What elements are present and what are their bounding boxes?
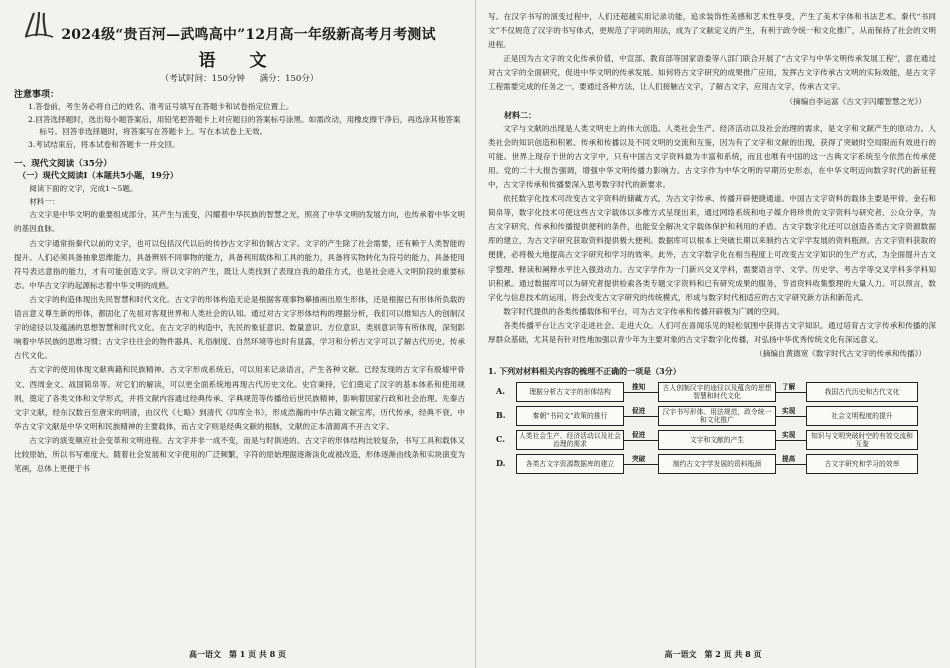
flow-label: 了解 — [782, 383, 796, 392]
flow-label: 促进 — [632, 407, 646, 416]
flow-box: 文字和文献的产生 — [658, 430, 776, 450]
option-row — [488, 429, 936, 451]
flow-arrow — [624, 416, 658, 417]
reading-instruction: 阅读下面的文字，完成1～5题。 — [29, 184, 138, 194]
flow-arrow — [776, 464, 806, 465]
paragraph: 古文字是中华文明的重要组成部分，其产生与流变，闪耀着中华民族的智慧之光，照亮了中华文明的发展方向，也传承着中华文明的基因血脉。 — [14, 210, 465, 234]
flow-box: 古文字研究和学习的效率 — [806, 454, 918, 474]
flow-box: 理据分析古文字的形体结构 — [516, 382, 624, 402]
paragraph: 古文字的使用体现文献典籍和民族精神。古文字形成系统后，可以用来记录语言，产生各种文献。已经发现的古文字有殷墟甲骨文、西周金文、战国简帛等。对它们的解读，可以更全面系统地再现古代历史文化。史官秉持，它们奠定了汉字的基本体系和使用规则，奠定了各类文体和文学形式，并将文献内容通过经典传承、字典规范等传播给后世民族精神，影响着国家行政和社会治理。先秦古文字文献，经东汉数百至唐宋的明清，由汉代《七略》到清代《四库全书》，形成浩瀚的中华古籍文献宝库，历代传承，经典不衰。中华古文字文献是中华文明和民族精神的主要载体，而古文字则是经典文献的根脉，文献的正本清源离不开古文字。 — [14, 365, 465, 431]
page-2 — [475, 0, 950, 668]
exam-title: 2024级“贵百河—武鸣高中”12月高一年级新高考月考测试 — [61, 27, 436, 43]
section-heading: 一、现代文阅读（35分） — [14, 159, 112, 170]
flow-box: 汉字书写形体、用法规范，政令统一和文化推广 — [658, 406, 776, 426]
paragraph: 依托数字化技术可改变古文字资料的储藏方式，为古文字传承、传播开辟便捷通道。中国古文字资料的载体主要是甲骨、金石和简帛等，数字化技术可使这些古文字载体以多维方式呈现出来，通过网络系统和电子媒介将珍贵的文字资料与研究者、公众分享，为古文字研究、传承和传播提供便利的条件，也能安全解决文字载体保护和利用的矛盾。古文字数字化还可以创造各类古文字资源数据库的建立，为古文字研究获取资料提供极大便利。数据库可以根本上突破长期以来制约古文字学发展的资料瓶颈。古文字资料获取的便捷，必将极大地提高古文字研究和学习的效率。此外，古文字数字化在相当程度上可改变古文字知识的生产方式，为全面提升古文字整理、释读和阐释水平注入强劲动力。古文字学作为一门新兴交叉学科，需要语言学、文学、历史学、考古学等交叉学科多学科知识积累。通过数据库可以为研究者提供检索各类专题文字资料和已有研究成果的服务，节省资料收集整理的大量人力。可以预言，数字化与信息技术的运用，将会改变古文字研究的传统模式，形成与数字时代相适应的古文字研究新方法和新范式。 — [488, 194, 936, 302]
option-row — [488, 405, 936, 427]
option-letter: B. — [496, 410, 506, 421]
flow-arrow — [776, 440, 806, 441]
paragraph: 古文字的构造体现出先民智慧和时代文化。古文字的形体构造无论是根据客观事物摹描画出原生形体，还是根据已有形体所负载的语言意义尊生新的形体，都固化了先祖对客观世界和人类社会的认知。通过对古文字形体结构的理据分析，我们可以推知古人的创制汉字的途径以及蕴涵的思想智慧和时代文化。在古文字的构造中，先民的象征意识、数量意识、方位意识、类别意识等有所体现，深刻影响着中华民族的思维习惯；古文字往往会的物件器具、礼俗制度、自然环境等也时有显露，学习和分析古文字可以了解古代历史，传承古代文化。 — [14, 294, 465, 361]
flow-label: 提高 — [782, 455, 796, 464]
school-logo-icon — [22, 10, 56, 40]
paragraph: 文字与文献的出现是人类文明史上的伟大创造。人类社会生产、经济活动以及社会治理的需求，是文字和文献产生的原动力。人类社会的知识创造和积累、传承和传播以及不同文明的交流和互鉴，因为有了文字和文献的出现，获得了突破时空局限而有效进行的可能。世界上现存于世的古文字中，只有中国古文字资料最为丰富和系统，而且也唯有中国的这一古典文字系统至今依然在传承使用。党的二十大报告强调，增强中华文明传播力影响力。古文字作为中华文明的早期历史形态，在中华文明迈向数字时代的新征程中，古文字传承和传播要深入思考数字时代的新要求。 — [488, 123, 936, 189]
note-item: 3.考试结束后，将本试卷和答题卡一并交回。 — [28, 139, 180, 149]
page-footer: 高一语文 第 2 页 共 8 页 — [664, 649, 762, 659]
paragraph: 数字时代提供的各类传播载体和平台，可为古文字传承和传播开辟极为广阔的空间。 — [503, 306, 785, 316]
flow-box: 知识与文明突破时空的有效交流和互鉴 — [806, 430, 918, 450]
option-row — [488, 453, 936, 475]
flow-arrow — [624, 464, 658, 465]
option-letter: D. — [496, 458, 506, 469]
flow-box: 各类古文字资源数据库的建立 — [516, 454, 624, 474]
flow-arrow — [776, 392, 806, 393]
exam-time: （考试时间：150分钟 — [160, 74, 245, 84]
flow-label: 促进 — [632, 431, 646, 440]
flow-box: 社会文明程度的提升 — [806, 406, 918, 426]
flow-label: 突破 — [632, 455, 646, 464]
paragraph: 写。在汉字书写的演变过程中，人们还超越实用记录功能，追求装饰性美感和艺术性享受，产生了美术字体和书法艺术。秦代“书同文”不仅规范了汉字的书写体式，更规范了字词的用法，成为了文献定义的产生，有利于政令统一和文化推广，从而保持了社会的文明进程。 — [488, 12, 936, 50]
flow-arrow — [776, 416, 806, 417]
flow-label: 推知 — [632, 383, 646, 392]
notes-heading: 注意事项： — [14, 90, 60, 100]
option-letter: A. — [496, 386, 505, 397]
paragraph: 古文字通常指秦代以前的文字，也可以包括汉代以后的传抄古文字和仿制古文字。文字的产生除了社会需要，还有赖于人类智能的提升。人们必须具备抽象思维能力，具备辨别不同事物的能力，具备利用载体和工具的能力，具备将实物转化为符号的能力，具备使用符号表达意指的能力，才有可能创造文字。所以文字的产生，既让人类找到了表现自我的最佳方式，也是社会进入文明阶段的重要标志。中华古文字的起源标志着中华文明的成熟。 — [14, 238, 465, 290]
paragraph: 各类传播平台让古文字走进社会、走进大众。人们可在喜闻乐见的轻松氛围中获得古文字知识。通过培育古文字传承和传播的深厚群众基础，尤其是有针对性地加强以青少年为主要对象的古文字数字化传播，对弘扬中华优秀传统文化有深远意义。 — [488, 320, 936, 344]
page-footer: 高一语文 第 1 页 共 8 页 — [188, 649, 287, 659]
exam-score: 满分：150分） — [259, 74, 319, 84]
option-letter: C. — [496, 434, 506, 445]
flow-label: 实现 — [782, 431, 796, 440]
subsection-heading: （一）现代文阅读Ⅰ（本题共5小题，19分） — [18, 170, 179, 181]
flow-box: 制约古文字学发展的资料瓶颈 — [658, 454, 776, 474]
material-1-label: 材料一： — [29, 197, 60, 207]
flow-box: 古人创制汉字的途径以及蕴含的思想智慧和时代文化 — [658, 382, 776, 402]
option-row — [488, 381, 936, 403]
question-stem: 1. 下列对材料相关内容的梳理不正确的一项是（3分） — [488, 366, 681, 377]
flow-box: 秦朝“书同文”政策的推行 — [516, 406, 624, 426]
paragraph: 古文字的演变顺应社会变革和文明进程。古文字并非一成不变，而是与时俱进的。古文字的形体结构比较复杂，书写工具和载体又比较原始，所以书写难度大。随着社会发展和文字使用的广泛频繁，字符的原始理据逐渐淡化或被改造，形体逐渐由线条和实块演变为笔画，总体上更便于书 — [14, 435, 465, 474]
exam-info — [14, 72, 465, 84]
material-2-label: 材料二： — [504, 109, 536, 120]
flow-box: 人类社会生产、经济活动以及社会治理的需求 — [516, 430, 624, 450]
paragraph: 正是因为古文字的文化传承价值，中宣部、教育部等国家语委等八部门联合开展了“古文字与中华文明传承发展工程”，意在通过对古文字的全面研究，促进中华文明的传承发展。如何将古文字研究的成果推广应用，发挥古文字传承古文明的实际效能，是古文字工程需要完成的任务之一。要通过各种方法，让人们接触古文字，了解古文字，应用古文字，传承古文字。 — [488, 54, 936, 92]
note-item: 1.答卷前，考生务必将自己的姓名、准考证号填写在答题卡和试卷指定位置上。 — [28, 102, 294, 111]
note-item: 2.回答选择题时，选出每小题答案后，用铅笔把答题卡上对应题目的答案标号涂黑。如需改动，用橡皮擦干净后，再选涂其他答案标号。回答非选择题时，将答案写在答题卡上。写在本试卷上无效。 — [28, 114, 461, 137]
flow-label: 实现 — [782, 407, 796, 416]
flow-arrow — [624, 440, 658, 441]
flow-arrow — [624, 392, 658, 393]
source-citation: （摘编自李运富《古文字闪耀智慧之光》） — [785, 96, 926, 106]
subject-title: 语 文 — [198, 51, 281, 71]
flow-box: 我国古代历史和古代文化 — [806, 382, 918, 402]
source-citation: （摘编自黄德宽《数字时代古文字的传承和传播》） — [755, 349, 926, 359]
